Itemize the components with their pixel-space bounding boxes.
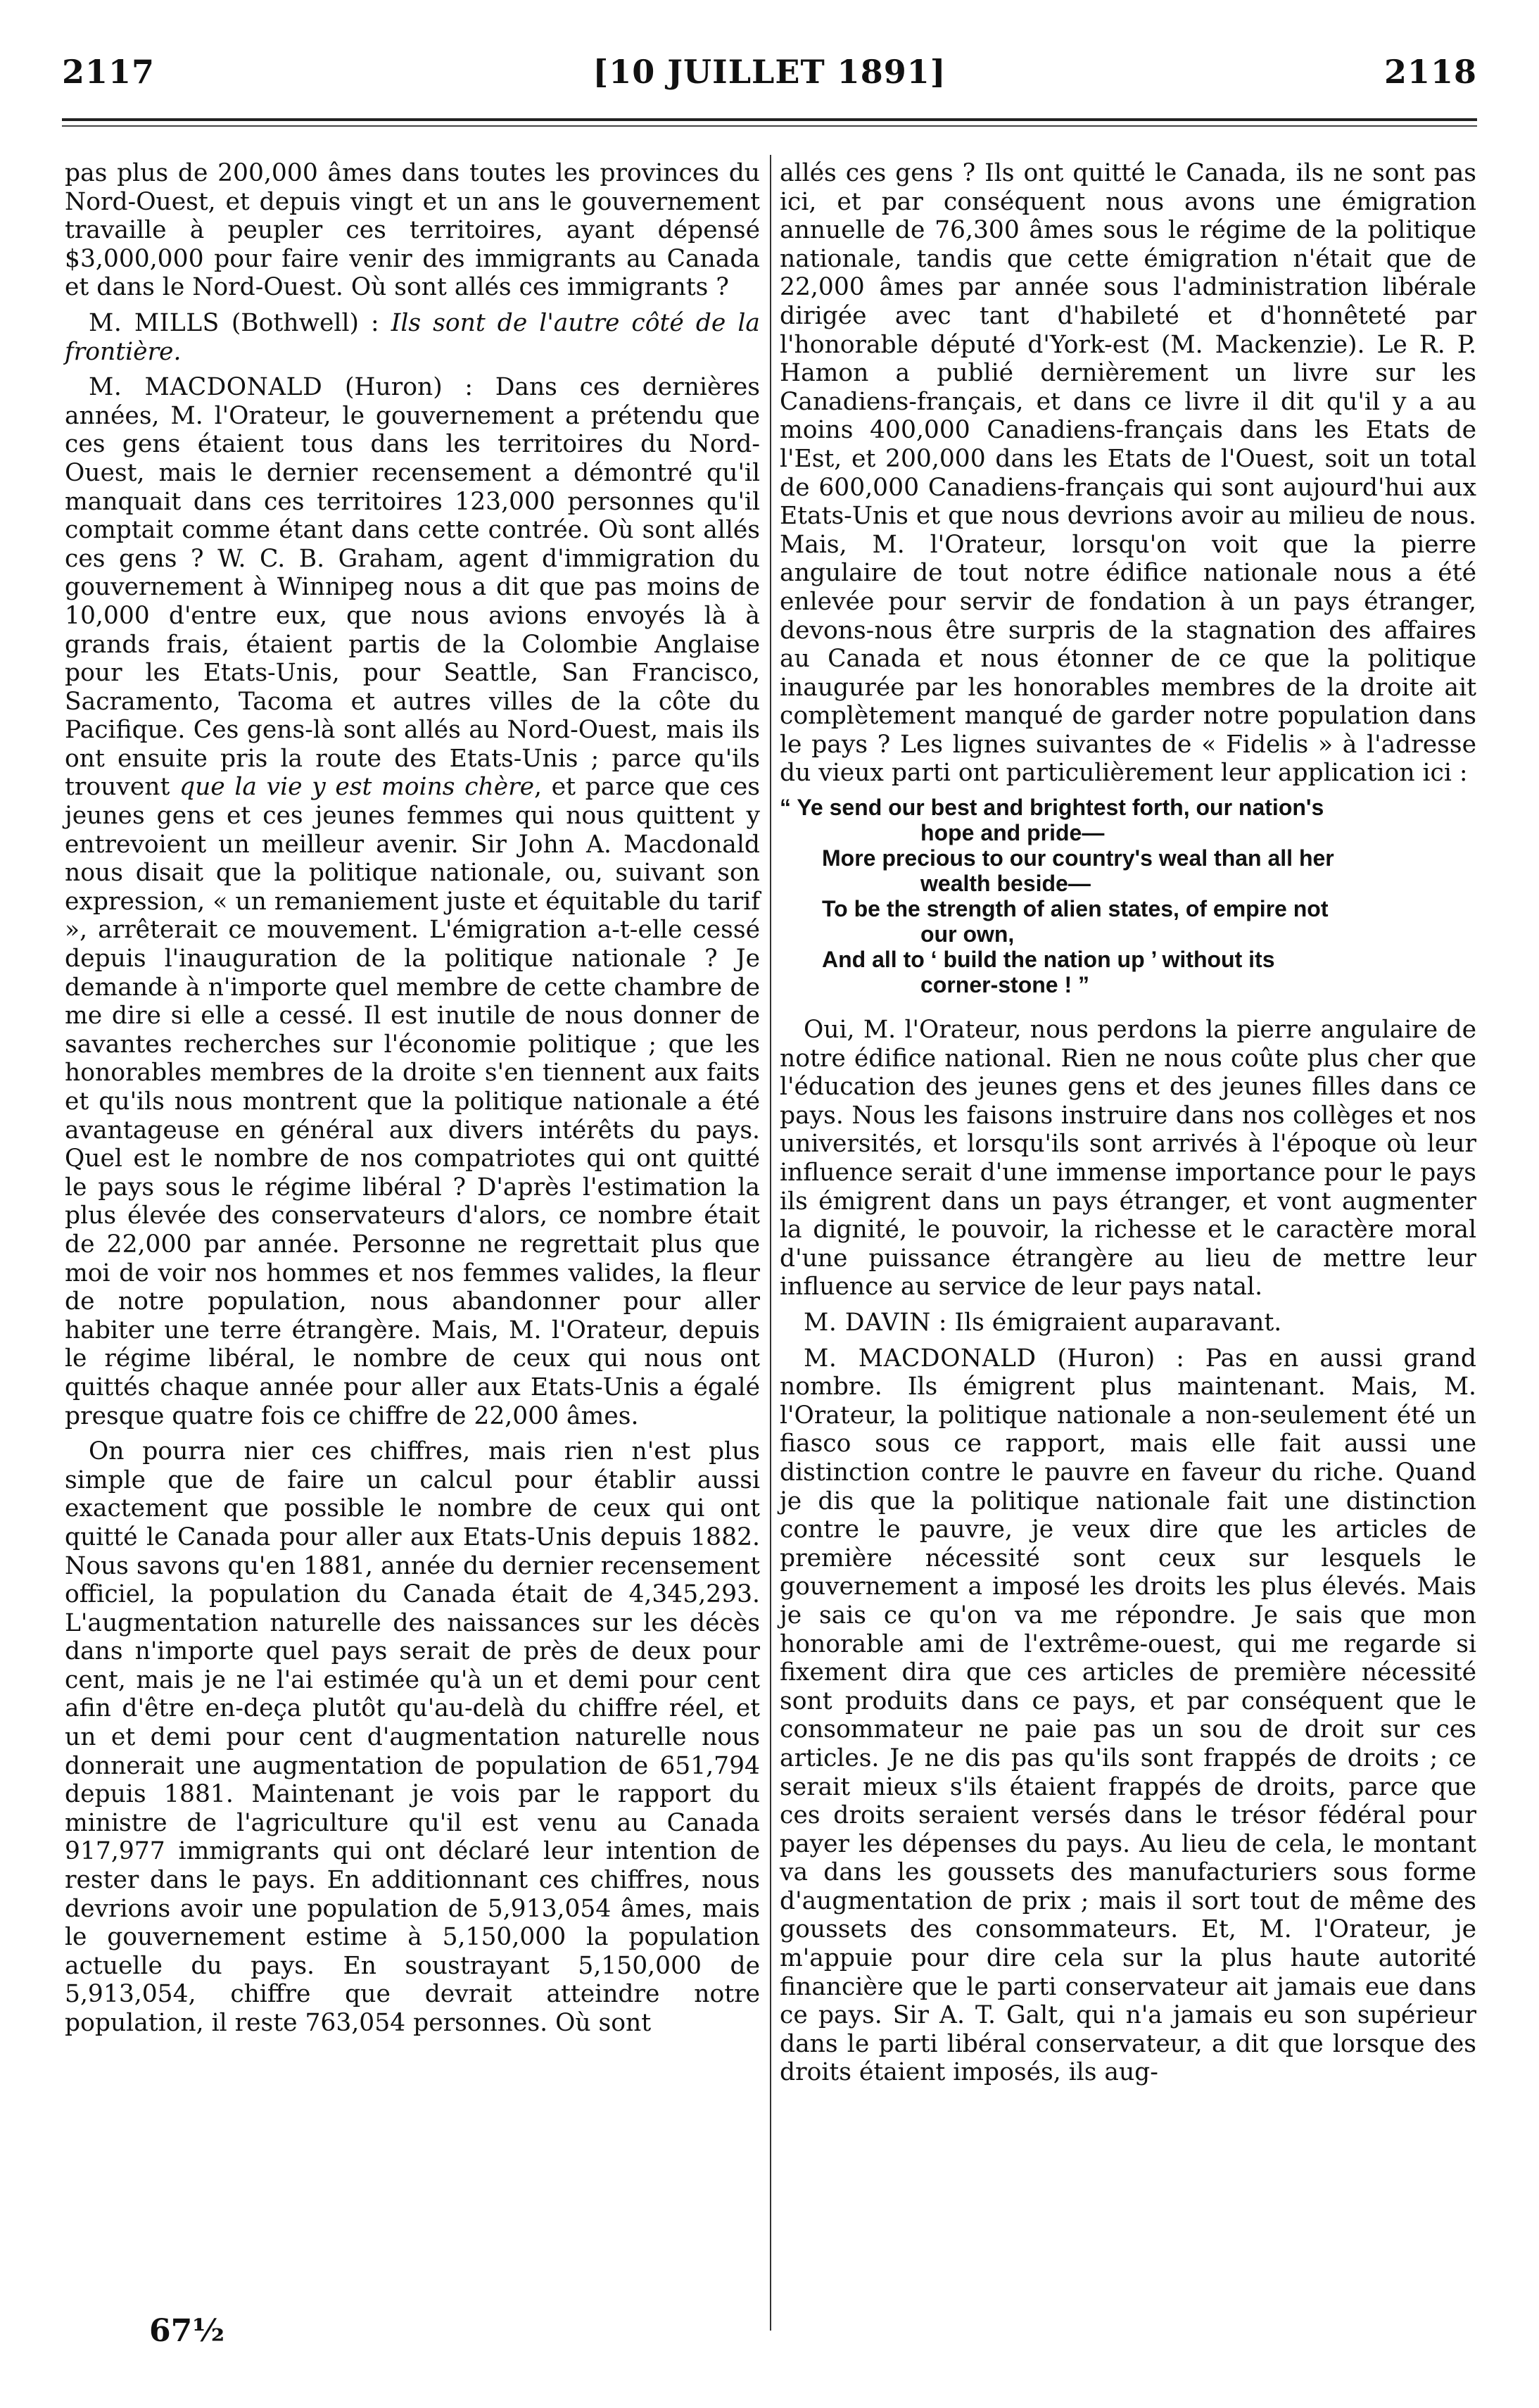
paragraph	[780, 1344, 1476, 2087]
speech-text: (Huron) : Pas en aussi grand nombre. Ils émigrent plus maintenant. Mais, M. l'Orateur, la politique nationale a non-seulement été un fiasco sous ce rapport, mais elle fait aussi une distinction contre le pauvre en faveur du riche. Quand je dis que la politique nationale fait une distinction contre le pauvre, je veux dire que les articles de première nécessité sont ceux sur lesquels le gouvernement a imposé les droits les plus élevés. Mais je sais ce qu'on va me répondre. Je sais que mon honorable ami de l'extrême-ouest, qui me regarde si fixement dira que ces articles de première nécessité sont produits dans ce pays, et par conséquent que le consommateur ne paie pas un sou de droit sur ces articles. Je ne dis pas qu'ils sont frappés de droits ; ce serait mieux s'ils étaient frappés de droits, parce que ces droits seraient versés dans le trésor fédéral pour payer les dépenses du pays. Au lieu de cela, le montant va dans les goussets des manufacturiers sous forme d'augmentation de prix ; mais il sort tout de même des goussets des consommateurs. Et, M. l'Orateur, je m'appuie pour dire cela sur la plus haute autorité financière que le parti conservateur ait jamais eue dans ce pays. Sir A. T. Galt, qui n'a jamais eu son supérieur dans le parti libéral conservateur, a dit que lorsque des droits étaient imposés, ils aug-	[780, 1344, 1476, 2087]
speaker-name: M. MACDONALD	[804, 1344, 1037, 1373]
paragraph: On pourra nier ces chiffres, mais rien n'est plus simple que de faire un calcul pour établir aussi exactement que possible le nombre de ceux qui ont quitté le Canada pour aller aux Etats-Unis depuis 1882. Nous savons qu'en 1881, année du dernier recensement officiel, la population du Canada était de 4,345,293. L'augmentation naturelle des naissances sur les décès dans n'importe quel pays serait de près de deux pour cent, mais je ne l'ai estimée qu'à un et demi pour cent afin d'être en-deça plutôt qu'au-delà du chiffre réel, et un et demi pour cent d'augmentation naturelle nous donnerait une augmentation de population de 651,794 depuis 1881. Maintenant je vois par le rapport du ministre de l'agriculture qu'il est venu au Canada 917,977 immigrants qui ont déclaré leur intention de rester dans le pays. En additionnant ces chiffres, nous devrions avoir une population de 5,913,054 âmes, mais le gouvernement estime à 5,150,000 la population actuelle du pays. En soustrayant 5,150,000 de 5,913,054, chiffre que devrait atteindre notre population, il reste 763,054 personnes. Où sont	[65, 1437, 760, 2037]
speech-text: (Huron) : Dans ces dernières années, M. l'Orateur, le gouvernement a prétendu que ces gens étaient tous dans les territoires du Nord-Ouest, mais le dernier recensement a démontré qu'il manquait dans ces territoires 123,000 personnes qu'il comptait comme étant dans cette contrée. Où sont allés ces gens ? W. C. B. Graham, agent d'immigration du gouvernement à Winnipeg nous a dit que pas moins de 10,000 d'entre eux, que nous avions envoyés là à grands frais, étaient partis de la Colombie Anglaise pour les Etats-Unis, pour Seattle, San Francisco, Sacramento, Tacoma et autres villes de la côte du Pacifique. Ces gens-là sont allés au Nord-Ouest, mais ils ont ensuite pris la route des Etats-Unis ; parce qu'ils trouvent	[65, 373, 761, 802]
poem-line: our own,	[920, 921, 1015, 947]
left-column	[65, 159, 760, 2309]
speech-text-italic: que la vie y est moins chère	[179, 773, 535, 802]
paragraph	[65, 309, 760, 366]
left-page-number: 2117	[62, 53, 156, 91]
poem-line: hope and pride—	[920, 820, 1105, 846]
page-header	[62, 49, 1477, 94]
speaker-riding: (Bothwell) :	[219, 308, 391, 337]
paragraph	[65, 373, 760, 1430]
speaker-name: M. MACDONALD	[89, 373, 323, 402]
poem-quote	[780, 795, 1476, 997]
speech-text: , et parce que ces jeunes gens et ces jeunes femmes qui nous quittent y entrevoient un meilleur avenir. Sir John A. Macdonald nous disait que la politique nationale, ou, suivant son expression, « un remaniement juste et équitable du tarif », arrêterait ce mouvement. L'émigration a-t-elle cessé depuis l'inauguration de la politique nationale ? Je demande à n'importe quel membre de cette chambre de me dire si elle a cessé. Il est inutile de nous donner de savantes recherches sur l'économie politique ; que les honorables membres de la droite s'en tiennent aux faits et qu'ils nous montrent que la politique nationale a été avantageuse en général aux divers intérêts du pays. Quel est le nombre de nos compatriotes qui ont quitté le pays sous le régime libéral ? D'après l'estimation la plus élevée des conservateurs d'alors, ce nombre était de 22,000 par année. Personne ne regrettait plus que moi de voir nos hommes et nos femmes valides, la fleur de notre population, nous abandonner pour aller habiter une terre étrangère. Mais, M. l'Orateur, depuis le régime libéral, le nombre de ceux qui nous ont quittés chaque année pour aller aux Etats-Unis a égalé presque quatre fois ce chiffre de 22,000 âmes.	[65, 773, 760, 1430]
poem-line: “ Ye send our best and brightest forth, our nation's	[780, 795, 1324, 821]
speaker-name: M. DAVIN	[804, 1309, 931, 1337]
paragraph: Oui, M. l'Orateur, nous perdons la pierre angulaire de notre édifice national. Rien ne nous coûte plus cher que l'éducation des jeunes gens et des jeunes filles dans ce pays. Nous les faisons instruire dans nos collèges et nos universités, et lorsqu'ils sont arrivés à l'époque où leur influence serait d'une immense importance pour le pays ils émigrent dans un pays étranger, et vont augmenter la dignité, le pouvoir, la richesse et le caractère moral d'une puissance étrangère au lieu de mettre leur influence au service de leur pays natal.	[780, 1016, 1476, 1301]
poem-line: To be the strength of alien states, of empire not	[822, 896, 1329, 922]
signature-mark: 67½	[149, 2313, 225, 2349]
paragraph: pas plus de 200,000 âmes dans toutes les provinces du Nord-Ouest, et depuis vingt et un ans le gouvernement travaille à peupler ces territoires, ayant dépensé $3,000,000 pour faire venir des immigrants au Canada et dans le Nord-Ouest. Où sont allés ces immigrants ?	[65, 159, 760, 302]
poem-line: corner-stone ! ”	[920, 972, 1090, 998]
header-rule-thick	[62, 118, 1477, 121]
paragraph: allés ces gens ? Ils ont quitté le Canada, ils ne sont pas ici, et par conséquent nous avons une émigration annuelle de 76,300 âmes sous le régime de la politique nationale, tandis que cette émigration n'était que de 22,000 âmes par année sous l'administration libérale dirigée avec tant d'habileté et d'honnêteté par l'honorable député d'York-est (M. Mackenzie). Le R. P. Hamon a publié dernièrement un livre sur les Canadiens-français, et dans ce livre il dit qu'il y a au moins 400,000 Canadiens-français dans les Etats de l'Est, et 200,000 dans les Etats de l'Ouest, soit un total de 600,000 Canadiens-français qui sont aujourd'hui aux Etats-Unis et que nous devrions avoir au milieu de nous. Mais, M. l'Orateur, lorsqu'on voit que la pierre angulaire de tout notre édifice nationale nous a été enlevée pour servir de fondation à un pays étranger, devons-nous être surpris de la stagnation des affaires au Canada et nous étonner de ce que la politique inaugurée par les honorables membres de la droite ait complètement manqué de garder notre population dans le pays ? Les lignes suivantes de « Fidelis » à l'adresse du vieux parti ont particulièrement leur application ici :	[780, 159, 1476, 788]
poem-line: More precious to our country's weal than all her	[822, 845, 1334, 871]
speech-text: : Ils émigraient auparavant.	[930, 1309, 1282, 1337]
speaker-name: M. MILLS	[89, 308, 220, 337]
column-divider	[770, 155, 771, 2331]
right-page-number: 2118	[1383, 53, 1477, 91]
right-column	[780, 159, 1476, 2309]
paragraph	[780, 1309, 1476, 1337]
speech-text: Ils sont de l'autre côté de la frontière.	[65, 308, 761, 366]
header-rule-thin	[62, 125, 1477, 127]
poem-line: And all to ‘ build the nation up ’ without its	[822, 947, 1275, 973]
header-date: [10 JUILLET 1891]	[593, 53, 946, 91]
poem-line: wealth beside—	[920, 871, 1091, 897]
